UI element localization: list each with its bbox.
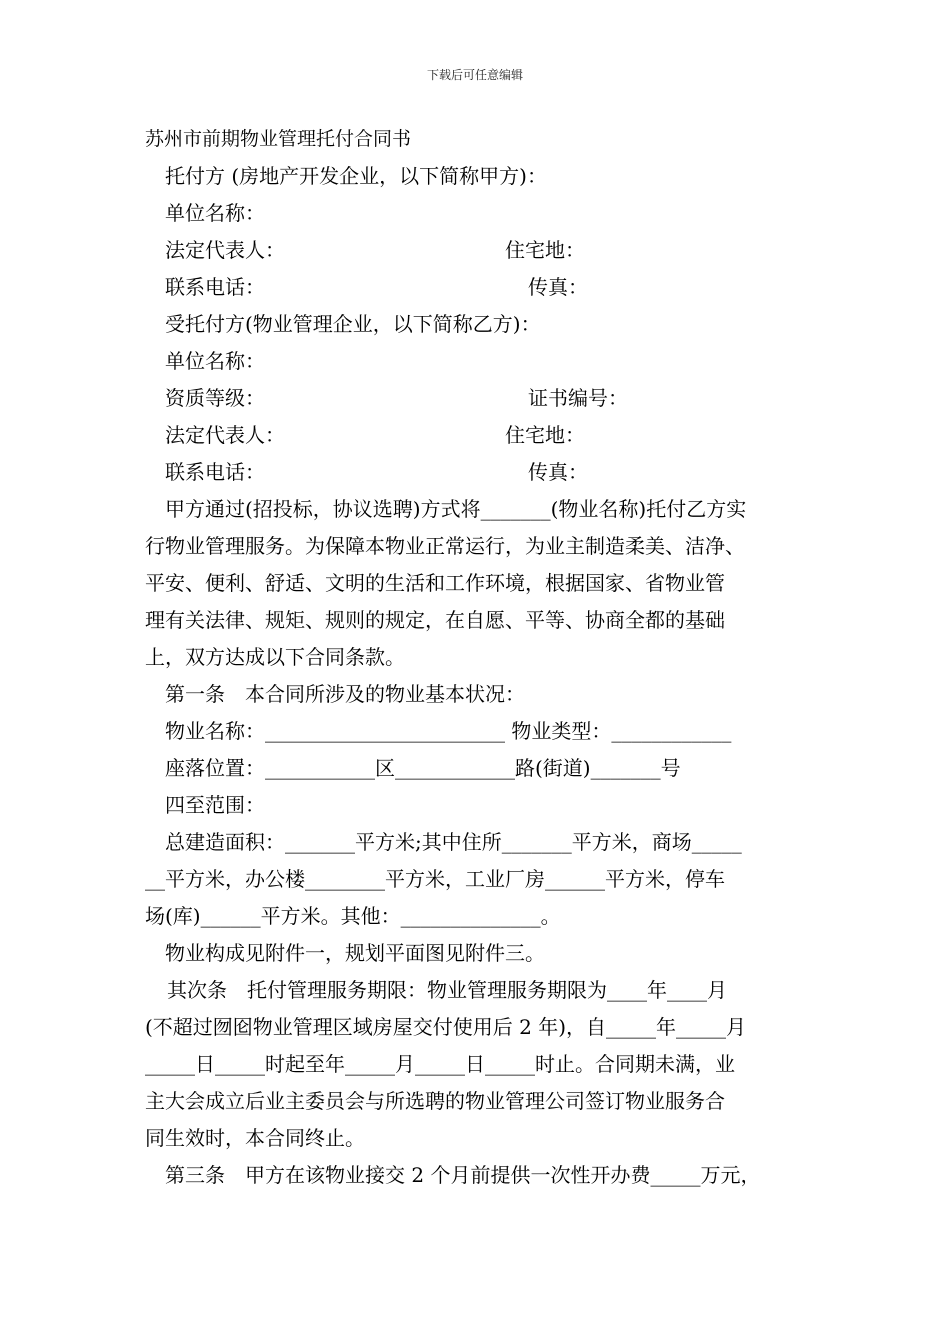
party-b-legal-rep-row: [145, 417, 825, 454]
article2-line: (不超过囫囵物业管理区域房屋交付使用后 2 年)，自_____年_____月: [145, 1015, 747, 1039]
party-a-legal-rep: 法定代表人：: [165, 238, 285, 262]
party-b-legal-rep: 法定代表人：: [165, 423, 285, 447]
article1-area-line: 场(库)______平方米。其他：______________。: [145, 904, 561, 928]
intro-line: 上，双方达成以下合同条款。: [145, 645, 405, 669]
article2-line: 主大会成立后业主委员会与所选聘的物业管理公司签订物业服务合: [145, 1089, 725, 1113]
party-b-qualification: 资质等级：: [165, 386, 265, 410]
article1-area-line: 总建造面积：_______平方米;其中住所_______平方米，商场_____: [165, 830, 742, 854]
intro-line: 行物业管理服务。为保障本物业正常运行，为业主制造柔美、洁净、: [145, 534, 745, 558]
article2-line: 同生效时，本合同终止。: [145, 1126, 365, 1150]
party-b-cert-no: 证书编号：: [528, 386, 628, 410]
document-title: 苏州市前期物业管理托付合同书: [145, 128, 412, 150]
party-b-fax: 传真：: [528, 460, 588, 484]
party-a-residence: 住宅地：: [505, 238, 585, 262]
article1-area-line: __平方米，办公楼________平方米，工业厂房______平方米，停车: [145, 867, 725, 891]
article1-boundary: 四至范围：: [165, 793, 265, 817]
article3-line: 第三条 甲方在该物业接交 2 个月前提供一次性开办费_____万元，: [165, 1163, 761, 1187]
article1-heading: 第一条 本合同所涉及的物业基本状况：: [165, 682, 525, 706]
party-a-phone-row: [145, 269, 825, 306]
party-a-fax: 传真：: [528, 275, 588, 299]
article1-attachment: 物业构成见附件一，规划平面图见附件三。: [165, 941, 545, 965]
party-b-qualification-row: [145, 380, 825, 417]
article2-line: 其次条 托付管理服务期限：物业管理服务期限为____年____月: [167, 978, 727, 1002]
party-a-legal-rep-row: [145, 232, 825, 269]
intro-line: 平安、便利、舒适、文明的生活和工作环境，根据国家、省物业管: [145, 571, 725, 595]
party-b-heading: 受托付方(物业管理企业，以下简称乙方)：: [165, 312, 541, 336]
party-a-phone: 联系电话：: [165, 275, 265, 299]
header-note: 下载后可任意编辑: [426, 68, 523, 82]
party-a-heading: 托付方 (房地产开发企业，以下简称甲方)：: [165, 164, 547, 188]
party-b-phone-row: [145, 454, 825, 491]
contract-document: [145, 121, 825, 1194]
article1-location: 座落位置：___________区____________路(街道)_______号: [165, 756, 681, 780]
intro-line: 甲方通过(招投标，协议选聘)方式将_______(物业名称)托付乙方实: [165, 497, 747, 521]
party-a-unit-name: 单位名称：: [165, 201, 265, 225]
article2-line: _____日_____时起至年_____月_____日_____时止。合同期未满，业: [145, 1052, 735, 1076]
party-b-residence: 住宅地：: [505, 423, 585, 447]
party-b-unit-name: 单位名称：: [165, 349, 265, 373]
party-b-phone: 联系电话：: [165, 460, 265, 484]
intro-line: 理有关法律、规矩、规则的规定，在自愿、平等、协商全都的基础: [145, 608, 725, 632]
article1-name-type: 物业名称：________________________ 物业类型：____________: [165, 719, 732, 743]
